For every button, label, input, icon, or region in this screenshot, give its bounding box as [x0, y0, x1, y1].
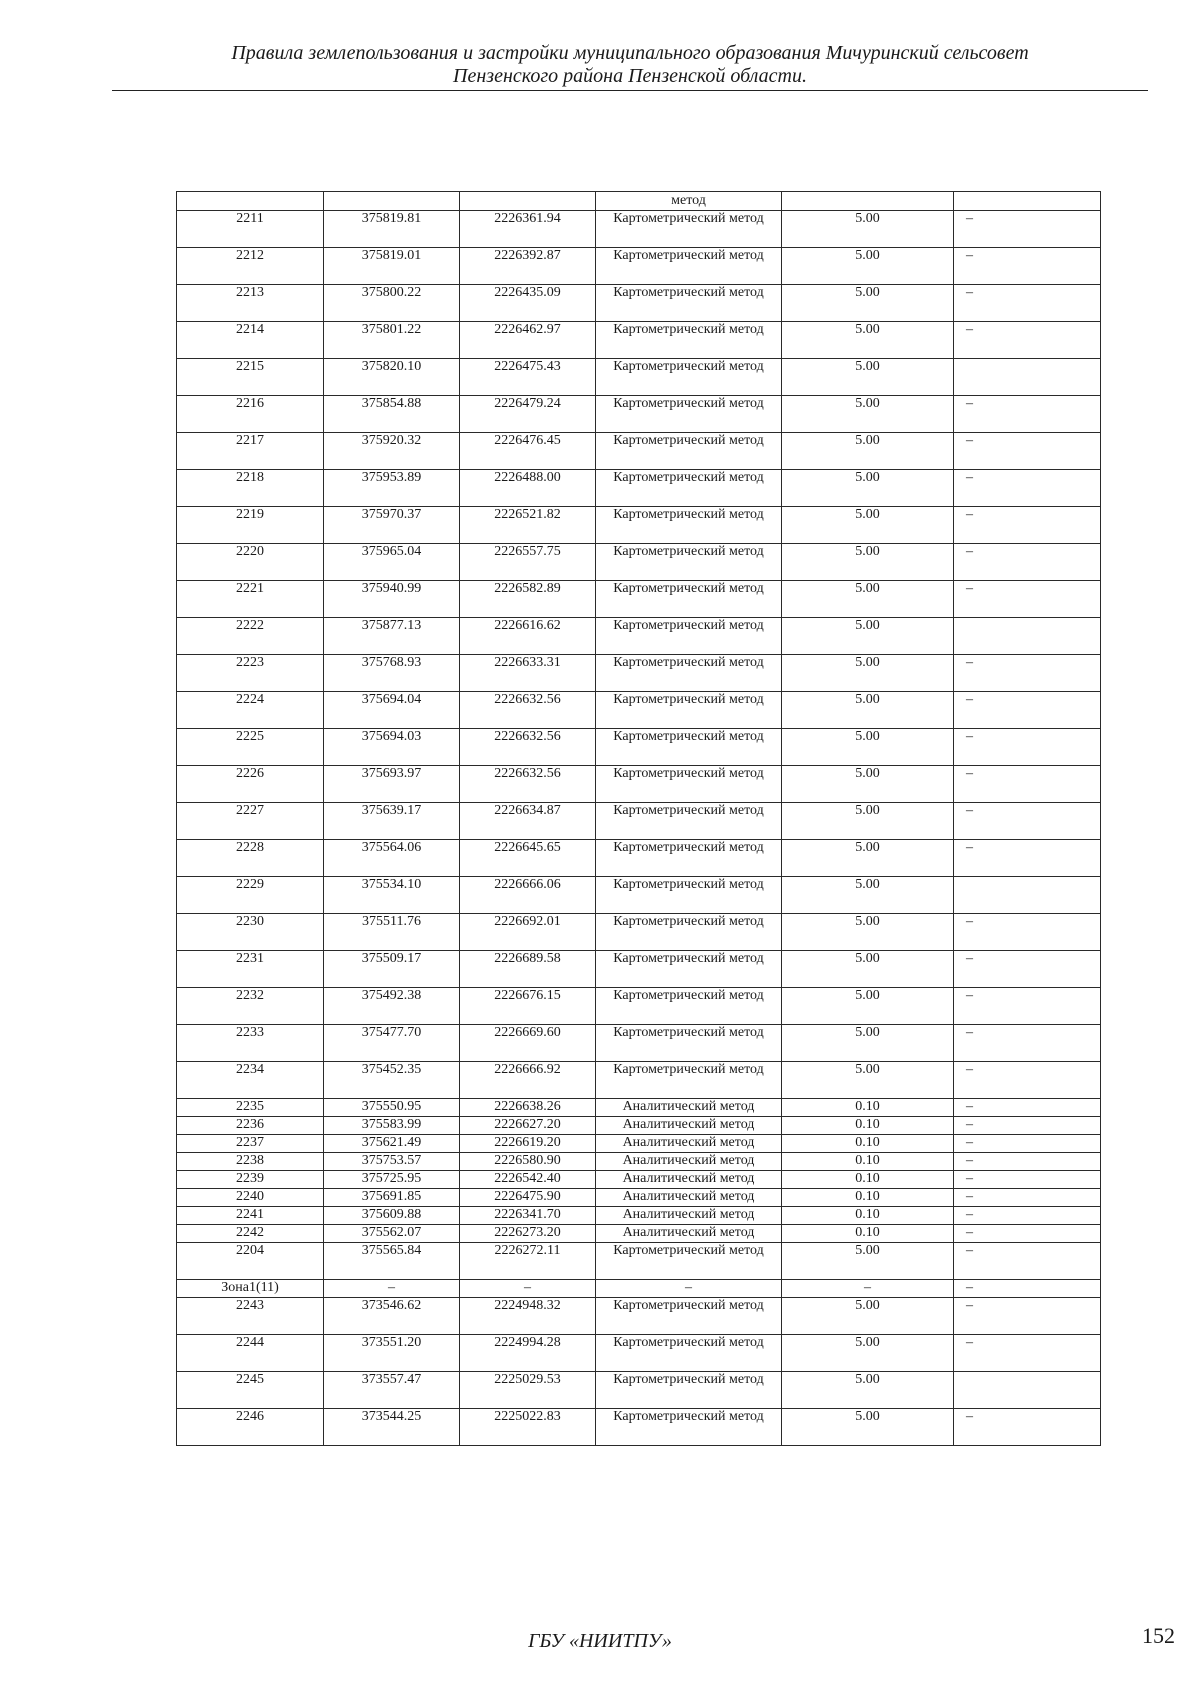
- y-coordinate-cell: 2226669.60: [460, 1025, 596, 1062]
- note-cell: –: [954, 1117, 1101, 1135]
- method-cell: Картометрический метод: [596, 544, 782, 581]
- method-cell: Аналитический метод: [596, 1135, 782, 1153]
- note-cell: –: [954, 285, 1101, 322]
- accuracy-cell: 0.10: [782, 1135, 954, 1153]
- x-coordinate-cell: 375819.81: [324, 211, 460, 248]
- x-coordinate-cell: 375725.95: [324, 1171, 460, 1189]
- x-coordinate-cell: 375511.76: [324, 914, 460, 951]
- table-row: [177, 507, 1101, 544]
- point-number-cell: 2214: [177, 322, 324, 359]
- y-coordinate-cell: 2226676.15: [460, 988, 596, 1025]
- x-coordinate-cell: 375970.37: [324, 507, 460, 544]
- method-cell: Картометрический метод: [596, 285, 782, 322]
- y-coordinate-cell: 2226580.90: [460, 1153, 596, 1171]
- note-cell: –: [954, 1135, 1101, 1153]
- header-line-2: Пензенского района Пензенской области.: [453, 65, 807, 87]
- x-coordinate-cell: 375768.93: [324, 655, 460, 692]
- point-number-cell: 2227: [177, 803, 324, 840]
- point-number-cell: 2231: [177, 951, 324, 988]
- y-coordinate-cell: 2226488.00: [460, 470, 596, 507]
- point-number-cell: 2225: [177, 729, 324, 766]
- accuracy-cell: 5.00: [782, 618, 954, 655]
- note-cell: –: [954, 248, 1101, 285]
- x-coordinate-cell: 375820.10: [324, 359, 460, 396]
- note-cell: –: [954, 1153, 1101, 1171]
- note-cell: –: [954, 1025, 1101, 1062]
- table-row: [177, 1243, 1101, 1280]
- method-cell: –: [596, 1280, 782, 1298]
- point-number-cell: [177, 192, 324, 211]
- table-row: [177, 433, 1101, 470]
- method-cell: Картометрический метод: [596, 655, 782, 692]
- accuracy-cell: 0.10: [782, 1171, 954, 1189]
- accuracy-cell: 5.00: [782, 1298, 954, 1335]
- method-cell: Аналитический метод: [596, 1099, 782, 1117]
- point-number-cell: 2220: [177, 544, 324, 581]
- accuracy-cell: 5.00: [782, 396, 954, 433]
- point-number-cell: 2244: [177, 1335, 324, 1372]
- x-coordinate-cell: 375920.32: [324, 433, 460, 470]
- y-coordinate-cell: 2226616.62: [460, 618, 596, 655]
- header-divider: [112, 90, 1148, 91]
- note-cell: –: [954, 1099, 1101, 1117]
- point-number-cell: 2212: [177, 248, 324, 285]
- y-coordinate-cell: 2224948.32: [460, 1298, 596, 1335]
- note-cell: –: [954, 211, 1101, 248]
- method-cell: Аналитический метод: [596, 1171, 782, 1189]
- note-cell: –: [954, 507, 1101, 544]
- x-coordinate-cell: 375694.04: [324, 692, 460, 729]
- table-row: [177, 1153, 1101, 1171]
- note-cell: –: [954, 840, 1101, 877]
- accuracy-cell: –: [782, 1280, 954, 1298]
- x-coordinate-cell: 375550.95: [324, 1099, 460, 1117]
- y-coordinate-cell: 2226341.70: [460, 1207, 596, 1225]
- table-row: [177, 988, 1101, 1025]
- x-coordinate-cell: 375691.85: [324, 1189, 460, 1207]
- accuracy-cell: 5.00: [782, 988, 954, 1025]
- page-number: 152: [1142, 1623, 1175, 1648]
- note-cell: –: [954, 655, 1101, 692]
- note-cell: [954, 192, 1101, 211]
- y-coordinate-cell: 2226666.92: [460, 1062, 596, 1099]
- y-coordinate-cell: 2226435.09: [460, 285, 596, 322]
- point-number-cell: 2221: [177, 581, 324, 618]
- accuracy-cell: 5.00: [782, 692, 954, 729]
- point-number-cell: 2223: [177, 655, 324, 692]
- x-coordinate-cell: 375477.70: [324, 1025, 460, 1062]
- accuracy-cell: 5.00: [782, 803, 954, 840]
- accuracy-cell: 0.10: [782, 1207, 954, 1225]
- note-cell: –: [954, 729, 1101, 766]
- point-number-cell: 2240: [177, 1189, 324, 1207]
- method-cell: Картометрический метод: [596, 1025, 782, 1062]
- table-row: [177, 766, 1101, 803]
- method-cell: Картометрический метод: [596, 618, 782, 655]
- table-row: [177, 1372, 1101, 1409]
- method-cell: Картометрический метод: [596, 914, 782, 951]
- point-number-cell: 2238: [177, 1153, 324, 1171]
- y-coordinate-cell: 2226645.65: [460, 840, 596, 877]
- point-number-cell: 2216: [177, 396, 324, 433]
- point-number-cell: Зона1(11): [177, 1280, 324, 1298]
- accuracy-cell: 0.10: [782, 1189, 954, 1207]
- table-row: [177, 359, 1101, 396]
- method-cell: Картометрический метод: [596, 1335, 782, 1372]
- method-cell: Картометрический метод: [596, 1298, 782, 1335]
- y-coordinate-cell: 2226462.97: [460, 322, 596, 359]
- note-cell: –: [954, 1171, 1101, 1189]
- note-cell: –: [954, 1243, 1101, 1280]
- footer-organization: ГБУ «НИИТПУ»: [528, 1630, 672, 1652]
- point-number-cell: 2234: [177, 1062, 324, 1099]
- accuracy-cell: 5.00: [782, 359, 954, 396]
- accuracy-cell: 5.00: [782, 1062, 954, 1099]
- table-row: [177, 1189, 1101, 1207]
- table-row: [177, 470, 1101, 507]
- y-coordinate-cell: 2224994.28: [460, 1335, 596, 1372]
- y-coordinate-cell: 2226632.56: [460, 729, 596, 766]
- point-number-cell: 2241: [177, 1207, 324, 1225]
- y-coordinate-cell: 2226557.75: [460, 544, 596, 581]
- y-coordinate-cell: –: [460, 1280, 596, 1298]
- note-cell: –: [954, 470, 1101, 507]
- note-cell: –: [954, 766, 1101, 803]
- note-cell: –: [954, 1189, 1101, 1207]
- x-coordinate-cell: 375534.10: [324, 877, 460, 914]
- coordinates-table: [176, 191, 1101, 1446]
- method-cell: Картометрический метод: [596, 1372, 782, 1409]
- x-coordinate-cell: 375800.22: [324, 285, 460, 322]
- note-cell: –: [954, 396, 1101, 433]
- point-number-cell: 2246: [177, 1409, 324, 1446]
- note-cell: –: [954, 951, 1101, 988]
- method-cell: Картометрический метод: [596, 988, 782, 1025]
- point-number-cell: 2232: [177, 988, 324, 1025]
- note-cell: –: [954, 1298, 1101, 1335]
- accuracy-cell: 5.00: [782, 840, 954, 877]
- header-line-1: Правила землепользования и застройки муниципального образования Мичуринский сельсовет: [231, 42, 1029, 64]
- method-cell: Аналитический метод: [596, 1225, 782, 1243]
- method-cell: Картометрический метод: [596, 359, 782, 396]
- method-cell: метод: [596, 192, 782, 211]
- note-cell: –: [954, 803, 1101, 840]
- point-number-cell: 2224: [177, 692, 324, 729]
- y-coordinate-cell: 2226689.58: [460, 951, 596, 988]
- method-cell: Картометрический метод: [596, 877, 782, 914]
- x-coordinate-cell: 375452.35: [324, 1062, 460, 1099]
- table-row: [177, 192, 1101, 211]
- point-number-cell: 2229: [177, 877, 324, 914]
- table-row: [177, 1025, 1101, 1062]
- y-coordinate-cell: 2226666.06: [460, 877, 596, 914]
- y-coordinate-cell: 2226272.11: [460, 1243, 596, 1280]
- method-cell: Картометрический метод: [596, 470, 782, 507]
- x-coordinate-cell: 375509.17: [324, 951, 460, 988]
- y-coordinate-cell: 2226692.01: [460, 914, 596, 951]
- accuracy-cell: 5.00: [782, 1372, 954, 1409]
- note-cell: –: [954, 988, 1101, 1025]
- point-number-cell: 2222: [177, 618, 324, 655]
- method-cell: Картометрический метод: [596, 840, 782, 877]
- table-row: [177, 1062, 1101, 1099]
- accuracy-cell: 5.00: [782, 322, 954, 359]
- method-cell: Картометрический метод: [596, 507, 782, 544]
- note-cell: –: [954, 1335, 1101, 1372]
- y-coordinate-cell: 2226632.56: [460, 692, 596, 729]
- accuracy-cell: 0.10: [782, 1225, 954, 1243]
- accuracy-cell: 5.00: [782, 248, 954, 285]
- accuracy-cell: 5.00: [782, 544, 954, 581]
- method-cell: Картометрический метод: [596, 248, 782, 285]
- x-coordinate-cell: 373546.62: [324, 1298, 460, 1335]
- accuracy-cell: 5.00: [782, 729, 954, 766]
- x-coordinate-cell: 375583.99: [324, 1117, 460, 1135]
- accuracy-cell: 5.00: [782, 877, 954, 914]
- y-coordinate-cell: 2226634.87: [460, 803, 596, 840]
- method-cell: Аналитический метод: [596, 1207, 782, 1225]
- table-row: [177, 1280, 1101, 1298]
- point-number-cell: 2211: [177, 211, 324, 248]
- method-cell: Картометрический метод: [596, 692, 782, 729]
- note-cell: –: [954, 1225, 1101, 1243]
- point-number-cell: 2217: [177, 433, 324, 470]
- x-coordinate-cell: 375940.99: [324, 581, 460, 618]
- method-cell: Аналитический метод: [596, 1117, 782, 1135]
- method-cell: Картометрический метод: [596, 1409, 782, 1446]
- x-coordinate-cell: 375854.88: [324, 396, 460, 433]
- method-cell: Картометрический метод: [596, 433, 782, 470]
- note-cell: –: [954, 1062, 1101, 1099]
- accuracy-cell: 0.10: [782, 1117, 954, 1135]
- table-row: [177, 396, 1101, 433]
- note-cell: –: [954, 1280, 1101, 1298]
- x-coordinate-cell: 375564.06: [324, 840, 460, 877]
- method-cell: Картометрический метод: [596, 951, 782, 988]
- x-coordinate-cell: 373544.25: [324, 1409, 460, 1446]
- x-coordinate-cell: 375877.13: [324, 618, 460, 655]
- table-row: [177, 1117, 1101, 1135]
- y-coordinate-cell: 2226627.20: [460, 1117, 596, 1135]
- y-coordinate-cell: 2226632.56: [460, 766, 596, 803]
- table-row: [177, 1207, 1101, 1225]
- x-coordinate-cell: 375694.03: [324, 729, 460, 766]
- point-number-cell: 2213: [177, 285, 324, 322]
- x-coordinate-cell: 375492.38: [324, 988, 460, 1025]
- accuracy-cell: 5.00: [782, 433, 954, 470]
- x-coordinate-cell: –: [324, 1280, 460, 1298]
- x-coordinate-cell: 375639.17: [324, 803, 460, 840]
- y-coordinate-cell: 2225029.53: [460, 1372, 596, 1409]
- point-number-cell: 2237: [177, 1135, 324, 1153]
- method-cell: Картометрический метод: [596, 729, 782, 766]
- table-row: [177, 655, 1101, 692]
- note-cell: [954, 359, 1101, 396]
- point-number-cell: 2239: [177, 1171, 324, 1189]
- point-number-cell: 2204: [177, 1243, 324, 1280]
- accuracy-cell: 5.00: [782, 766, 954, 803]
- method-cell: Картометрический метод: [596, 803, 782, 840]
- accuracy-cell: 5.00: [782, 470, 954, 507]
- x-coordinate-cell: 375965.04: [324, 544, 460, 581]
- method-cell: Аналитический метод: [596, 1189, 782, 1207]
- note-cell: [954, 618, 1101, 655]
- x-coordinate-cell: 375801.22: [324, 322, 460, 359]
- note-cell: –: [954, 1207, 1101, 1225]
- point-number-cell: 2219: [177, 507, 324, 544]
- y-coordinate-cell: 2226392.87: [460, 248, 596, 285]
- accuracy-cell: 0.10: [782, 1099, 954, 1117]
- method-cell: Картометрический метод: [596, 1062, 782, 1099]
- table-row: [177, 914, 1101, 951]
- y-coordinate-cell: 2226542.40: [460, 1171, 596, 1189]
- y-coordinate-cell: 2226521.82: [460, 507, 596, 544]
- table-row: [177, 581, 1101, 618]
- y-coordinate-cell: 2226475.43: [460, 359, 596, 396]
- point-number-cell: 2233: [177, 1025, 324, 1062]
- table-row: [177, 1099, 1101, 1117]
- point-number-cell: 2243: [177, 1298, 324, 1335]
- y-coordinate-cell: 2226476.45: [460, 433, 596, 470]
- table-row: [177, 840, 1101, 877]
- table-row: [177, 803, 1101, 840]
- accuracy-cell: 5.00: [782, 914, 954, 951]
- x-coordinate-cell: [324, 192, 460, 211]
- x-coordinate-cell: 375562.07: [324, 1225, 460, 1243]
- x-coordinate-cell: 373557.47: [324, 1372, 460, 1409]
- point-number-cell: 2228: [177, 840, 324, 877]
- note-cell: –: [954, 433, 1101, 470]
- y-coordinate-cell: 2226479.24: [460, 396, 596, 433]
- page-header: [112, 42, 1148, 88]
- y-coordinate-cell: 2226582.89: [460, 581, 596, 618]
- note-cell: –: [954, 544, 1101, 581]
- y-coordinate-cell: 2226361.94: [460, 211, 596, 248]
- note-cell: –: [954, 1409, 1101, 1446]
- point-number-cell: 2245: [177, 1372, 324, 1409]
- table-row: [177, 1298, 1101, 1335]
- method-cell: Картометрический метод: [596, 396, 782, 433]
- point-number-cell: 2215: [177, 359, 324, 396]
- method-cell: Картометрический метод: [596, 766, 782, 803]
- accuracy-cell: 5.00: [782, 1335, 954, 1372]
- table-row: [177, 877, 1101, 914]
- accuracy-cell: 5.00: [782, 1243, 954, 1280]
- table-row: [177, 248, 1101, 285]
- y-coordinate-cell: 2226638.26: [460, 1099, 596, 1117]
- table-row: [177, 692, 1101, 729]
- y-coordinate-cell: 2226475.90: [460, 1189, 596, 1207]
- accuracy-cell: 5.00: [782, 655, 954, 692]
- note-cell: –: [954, 322, 1101, 359]
- table-row: [177, 951, 1101, 988]
- table-row: [177, 1135, 1101, 1153]
- note-cell: –: [954, 692, 1101, 729]
- coordinates-table-body: [177, 192, 1101, 1446]
- note-cell: –: [954, 581, 1101, 618]
- y-coordinate-cell: 2226619.20: [460, 1135, 596, 1153]
- point-number-cell: 2218: [177, 470, 324, 507]
- y-coordinate-cell: [460, 192, 596, 211]
- table-row: [177, 1335, 1101, 1372]
- note-cell: –: [954, 914, 1101, 951]
- accuracy-cell: 5.00: [782, 1025, 954, 1062]
- table-row: [177, 322, 1101, 359]
- note-cell: [954, 1372, 1101, 1409]
- accuracy-cell: 5.00: [782, 211, 954, 248]
- table-row: [177, 285, 1101, 322]
- x-coordinate-cell: 375621.49: [324, 1135, 460, 1153]
- x-coordinate-cell: 375819.01: [324, 248, 460, 285]
- point-number-cell: 2230: [177, 914, 324, 951]
- accuracy-cell: 0.10: [782, 1153, 954, 1171]
- point-number-cell: 2242: [177, 1225, 324, 1243]
- y-coordinate-cell: 2225022.83: [460, 1409, 596, 1446]
- accuracy-cell: 5.00: [782, 285, 954, 322]
- x-coordinate-cell: 375953.89: [324, 470, 460, 507]
- accuracy-cell: 5.00: [782, 1409, 954, 1446]
- accuracy-cell: 5.00: [782, 507, 954, 544]
- table-row: [177, 211, 1101, 248]
- table-row: [177, 1171, 1101, 1189]
- method-cell: Картометрический метод: [596, 1243, 782, 1280]
- table-row: [177, 544, 1101, 581]
- table-row: [177, 618, 1101, 655]
- table-row: [177, 729, 1101, 766]
- method-cell: Картометрический метод: [596, 211, 782, 248]
- y-coordinate-cell: 2226633.31: [460, 655, 596, 692]
- x-coordinate-cell: 375565.84: [324, 1243, 460, 1280]
- method-cell: Картометрический метод: [596, 581, 782, 618]
- method-cell: Аналитический метод: [596, 1153, 782, 1171]
- note-cell: [954, 877, 1101, 914]
- y-coordinate-cell: 2226273.20: [460, 1225, 596, 1243]
- point-number-cell: 2236: [177, 1117, 324, 1135]
- accuracy-cell: [782, 192, 954, 211]
- table-row: [177, 1225, 1101, 1243]
- accuracy-cell: 5.00: [782, 581, 954, 618]
- method-cell: Картометрический метод: [596, 322, 782, 359]
- table-row: [177, 1409, 1101, 1446]
- x-coordinate-cell: 375609.88: [324, 1207, 460, 1225]
- accuracy-cell: 5.00: [782, 951, 954, 988]
- x-coordinate-cell: 375693.97: [324, 766, 460, 803]
- point-number-cell: 2226: [177, 766, 324, 803]
- x-coordinate-cell: 375753.57: [324, 1153, 460, 1171]
- point-number-cell: 2235: [177, 1099, 324, 1117]
- x-coordinate-cell: 373551.20: [324, 1335, 460, 1372]
